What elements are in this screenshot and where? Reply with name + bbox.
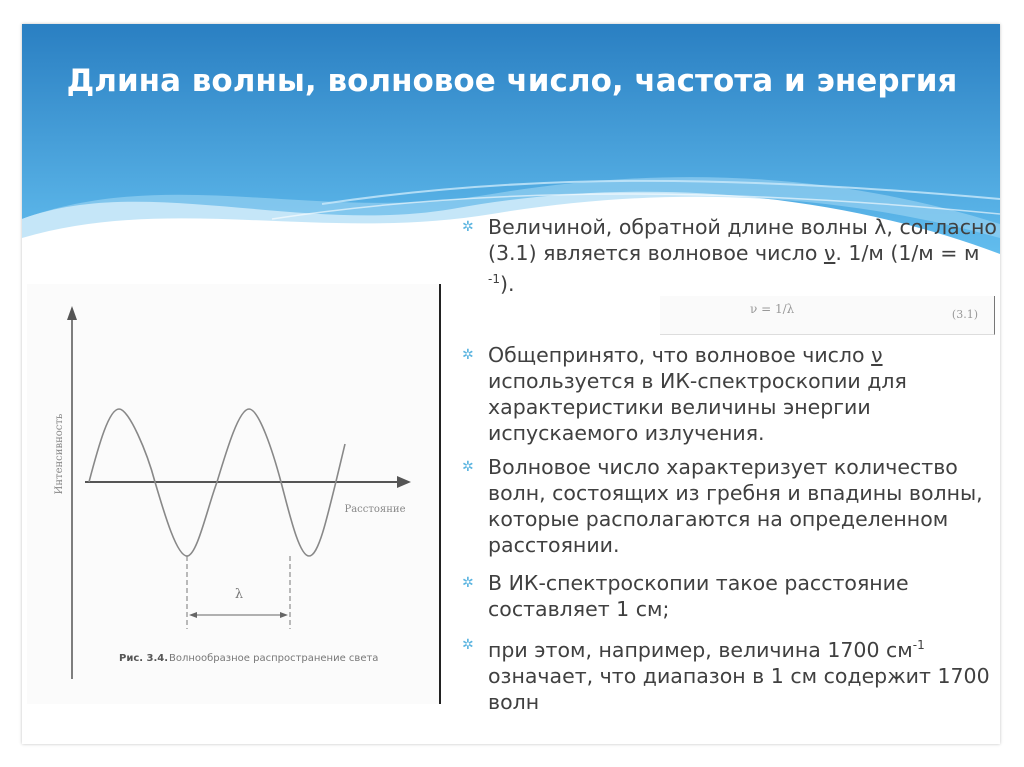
figure-caption: Волнообразное распространение света xyxy=(169,653,379,664)
bullet-5-sup: -1 xyxy=(912,638,925,652)
figure-caption-number: Рис. 3.4. xyxy=(119,653,169,664)
wave-figure xyxy=(27,284,441,704)
slide-title: Длина волны, волновое число, частота и энергия xyxy=(66,63,958,99)
x-axis-label: Расстояние xyxy=(344,504,406,515)
bullet-3 xyxy=(462,454,1000,558)
bullet-2-rest: используется в ИК-спектроскопии для характеристики величины энергии испускаемого излучения. xyxy=(488,369,907,445)
slide xyxy=(22,24,1000,744)
bullet-5-text: при этом, например, величина 1700 см xyxy=(488,637,913,662)
bullet-4-text: В ИК-спектроскопии такое расстояние составляет 1 см; xyxy=(488,571,909,621)
x-axis-arrow xyxy=(397,476,411,488)
bullet-5-rest: означает, что диапазон в 1 см содержит 1700 волн xyxy=(488,663,990,714)
y-axis-label: Интенсивность xyxy=(54,413,65,495)
nu-symbol: ν xyxy=(823,241,836,265)
formula-expression: ν = 1/λ xyxy=(750,302,795,316)
bullet-2-text: Общепринято, что волновое число xyxy=(488,343,872,367)
formula-number: (3.1) xyxy=(951,308,978,321)
bullet-1-end: ). xyxy=(499,271,515,296)
bullet-4 xyxy=(462,570,1000,622)
formula-box xyxy=(660,296,995,335)
bullet-1-sup: -1 xyxy=(488,272,500,286)
bullet-1 xyxy=(462,214,1000,297)
y-axis-arrow xyxy=(67,306,77,320)
bullet-5 xyxy=(462,632,1000,715)
bullet-mark-icon: ✲ xyxy=(462,637,474,653)
bullet-2 xyxy=(462,342,1000,446)
bullet-mark-icon: ✲ xyxy=(462,459,474,475)
bullet-mark-icon: ✲ xyxy=(462,219,474,235)
bullet-1-unit: . 1/м (1/м = м xyxy=(835,241,980,265)
bullet-3-text: Волновое число характеризует количество волн, состоящих из гребня и впадины волны, которые располагаются на определенном расстоянии. xyxy=(488,455,983,557)
bullet-mark-icon: ✲ xyxy=(462,347,474,363)
bullet-1-text: Величиной, обратной длине волны λ, согласно (3.1) является волновое число xyxy=(488,215,997,265)
lambda-label: λ xyxy=(234,587,244,602)
nu-symbol: ν xyxy=(871,343,883,367)
wave-diagram xyxy=(27,284,439,704)
bullet-mark-icon: ✲ xyxy=(462,575,474,591)
